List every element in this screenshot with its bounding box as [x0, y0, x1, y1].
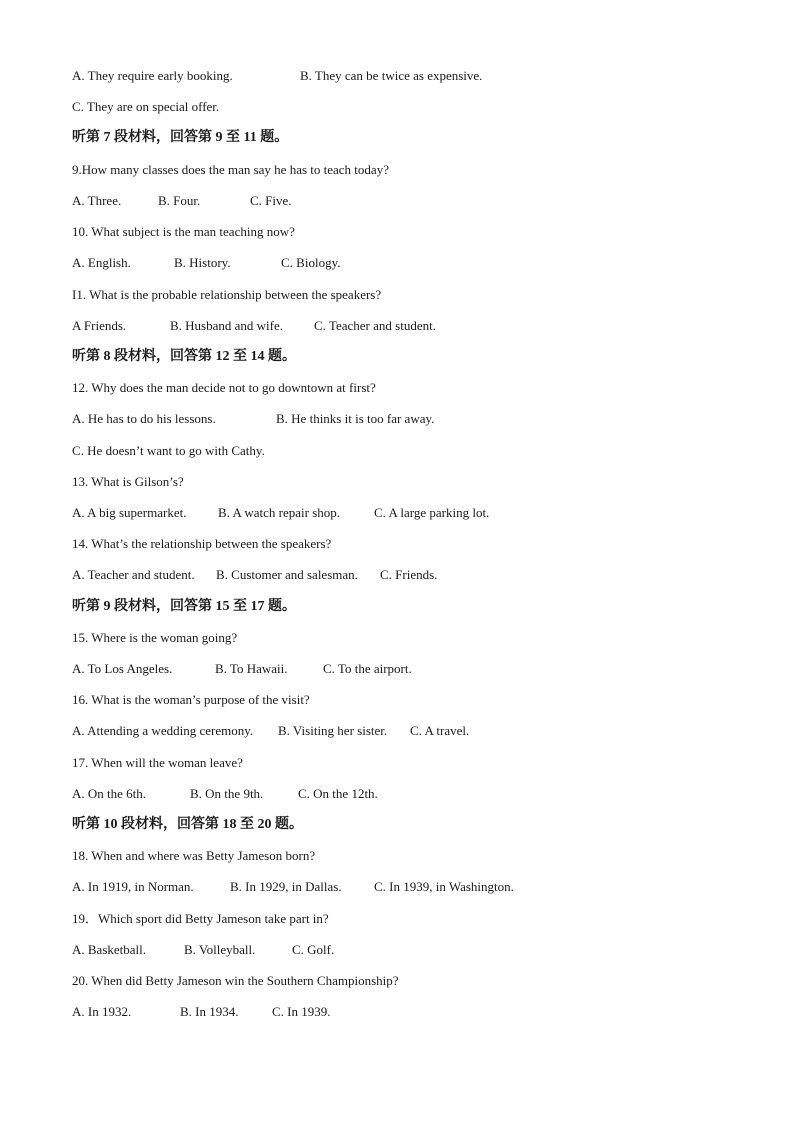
option-a: A Friends.: [72, 318, 127, 333]
option-c: C. Five.: [250, 193, 292, 208]
option-c: C. Teacher and student.: [314, 318, 436, 333]
question-10: 10. What subject is the man teaching now?: [72, 224, 295, 239]
option-c: C. Friends.: [380, 567, 438, 582]
section-heading-8: 听第 8 段材料，回答第 12 至 14 题。: [72, 349, 296, 364]
option-b: B. History.: [174, 255, 231, 270]
option-b: B. They can be twice as expensive.: [300, 68, 483, 83]
option-a: A. A big supermarket.: [72, 505, 187, 520]
question-13: 13. What is Gilson’s?: [72, 474, 184, 489]
option-a: A. Attending a wedding ceremony.: [72, 723, 254, 738]
option-b: B. Volleyball.: [184, 942, 256, 957]
option-b: B. A watch repair shop.: [218, 505, 341, 520]
option-b: B. In 1929, in Dallas.: [230, 879, 342, 894]
option-a: A. On the 6th.: [72, 786, 147, 801]
option-b: B. In 1934.: [180, 1004, 239, 1019]
option-a: A. To Los Angeles.: [72, 661, 173, 676]
option-c: C. He doesn’t want to go with Cathy.: [72, 443, 265, 458]
option-c: C. They are on special offer.: [72, 99, 220, 114]
section-heading-7: 听第 7 段材料，回答第 9 至 11 题。: [72, 130, 289, 145]
option-a: A. Teacher and student.: [72, 567, 195, 582]
question-9: 9.How many classes does the man say he has to teach today?: [72, 162, 389, 177]
question-19: 19．Which sport did Betty Jameson take part in?: [72, 911, 329, 926]
option-b: B. Visiting her sister.: [278, 723, 388, 738]
question-18: 18. When and where was Betty Jameson born?: [72, 848, 316, 863]
question-14: 14. What’s the relationship between the speakers?: [72, 536, 332, 551]
option-a: A. In 1932.: [72, 1004, 132, 1019]
section-heading-9: 听第 9 段材料，回答第 15 至 17 题。: [72, 599, 296, 614]
option-c: C. A large parking lot.: [374, 505, 490, 520]
option-b: B. Customer and salesman.: [216, 567, 358, 582]
option-a: A. He has to do his lessons.: [72, 411, 216, 426]
question-15: 15. Where is the woman going?: [72, 630, 238, 645]
option-b: B. To Hawaii.: [215, 661, 288, 676]
section-heading-10: 听第 10 段材料，回答第 18 至 20 题。: [72, 817, 303, 832]
option-c: C. On the 12th.: [298, 786, 378, 801]
question-17: 17. When will the woman leave?: [72, 755, 243, 770]
option-c: C. Golf.: [292, 942, 335, 957]
option-c: C. Biology.: [281, 255, 341, 270]
option-b: B. He thinks it is too far away.: [276, 411, 435, 426]
option-a: A. They require early booking.: [72, 68, 233, 83]
option-a: A. Basketball.: [72, 942, 147, 957]
question-20: 20. When did Betty Jameson win the Southern Championship?: [72, 973, 399, 988]
option-c: C. In 1939, in Washington.: [374, 879, 514, 894]
option-b: B. Husband and wife.: [170, 318, 284, 333]
option-a: A. English.: [72, 255, 131, 270]
option-b: B. Four.: [158, 193, 201, 208]
option-b: B. On the 9th.: [190, 786, 264, 801]
option-a: A. In 1919, in Norman.: [72, 879, 194, 894]
option-c: C. To the airport.: [323, 661, 412, 676]
question-16: 16. What is the woman’s purpose of the visit?: [72, 692, 310, 707]
option-c: C. In 1939.: [272, 1004, 331, 1019]
option-a: A. Three.: [72, 193, 122, 208]
option-c: C. A travel.: [410, 723, 470, 738]
question-12: 12. Why does the man decide not to go downtown at first?: [72, 380, 376, 395]
question-11: I1. What is the probable relationship between the speakers?: [72, 287, 382, 302]
